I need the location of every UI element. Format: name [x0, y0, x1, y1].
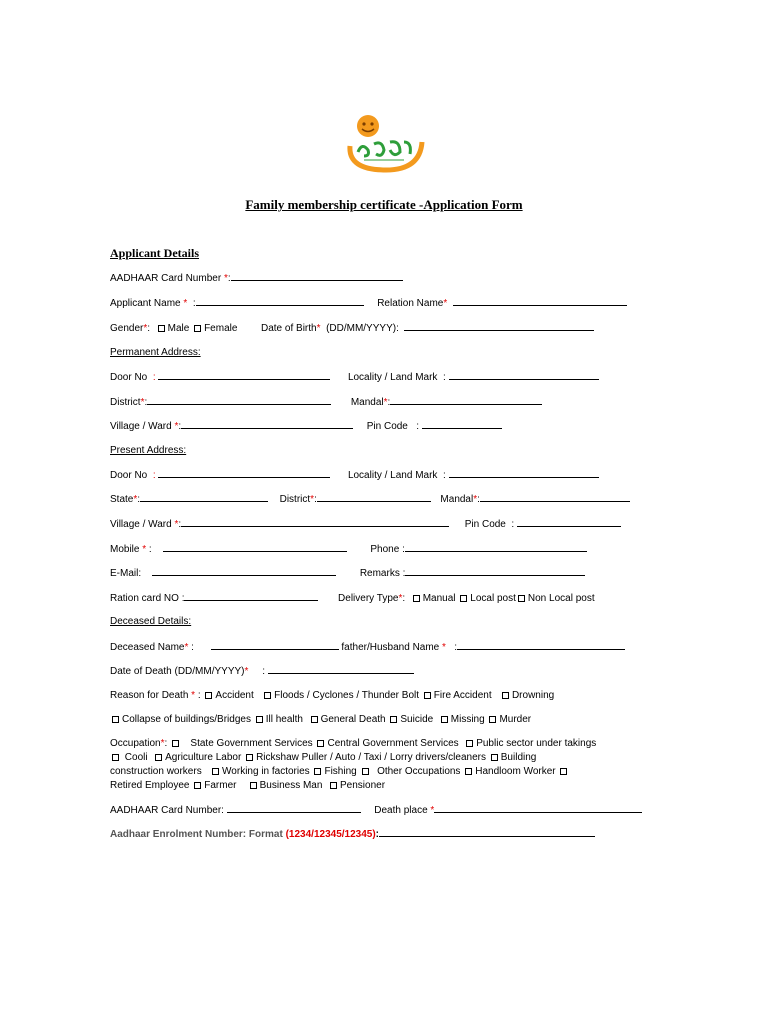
pres-village-field[interactable]: [181, 517, 449, 527]
occupation-checkbox[interactable]: [466, 740, 473, 747]
perm-locality-field[interactable]: [449, 370, 599, 380]
occupation-option: Retired Employee: [110, 780, 190, 791]
date-of-death-field[interactable]: [268, 664, 414, 674]
delivery-type-label: Delivery Type: [338, 593, 399, 604]
applicant-name-field[interactable]: [196, 296, 364, 306]
gender-label: Gender: [110, 323, 144, 334]
deceased-name-label: Deceased Name: [110, 642, 185, 653]
pres-locality-field[interactable]: [449, 468, 599, 478]
ration-card-label: Ration card NO :: [110, 593, 185, 604]
aadhaar-enrolment-row: Aadhaar Enrolment Number: Format (1234/12345/12345):: [110, 827, 595, 841]
missing-checkbox[interactable]: [441, 716, 448, 723]
email-field[interactable]: [152, 566, 336, 576]
occupation-checkbox[interactable]: [362, 768, 369, 775]
deceased-name-row: Deceased Name* : father/Husband Name * :: [110, 640, 625, 654]
occupation-row-4: [110, 779, 385, 792]
permanent-address-heading: Permanent Address:: [110, 347, 201, 358]
occupation-checkbox[interactable]: [246, 754, 253, 761]
death-place-label: Death place: [374, 805, 428, 816]
male-label: Male: [167, 323, 190, 334]
relation-name-label: Relation Name: [377, 298, 444, 309]
fire-accident-checkbox[interactable]: [424, 692, 431, 699]
pres-state-row: State*: District*: Mandal*:: [110, 492, 630, 506]
email-row: [110, 566, 585, 580]
occupation-option: Other Occupations: [377, 766, 461, 777]
male-checkbox[interactable]: [158, 325, 165, 332]
reason-row-1: Reason for Death * : Accident Floods / Cyclones / Thunder Bolt Fire Accident Drowning: [110, 690, 555, 701]
pres-door-row: Door No : Locality / Land Mark :: [110, 468, 599, 482]
perm-district-row: District*: Mandal*:: [110, 395, 542, 409]
pres-mandal-field[interactable]: [480, 492, 630, 502]
perm-door-row: Door No : Locality / Land Mark :: [110, 370, 599, 384]
perm-door-no-field[interactable]: [158, 370, 330, 380]
present-address-heading: Present Address:: [110, 445, 187, 456]
general-death-checkbox[interactable]: [311, 716, 318, 723]
mobile-row: Mobile * : Phone :: [110, 542, 587, 556]
pres-district-field[interactable]: [317, 492, 431, 502]
non-local-post-label: Non Local post: [527, 593, 595, 604]
deceased-name-field[interactable]: [211, 640, 339, 650]
date-of-death-label: Date of Death (DD/MM/YYYY): [110, 666, 245, 677]
locality-label: Locality / Land Mark: [347, 470, 438, 481]
reason-option: General Death: [320, 714, 386, 725]
district-label: District: [279, 494, 311, 505]
occupation-option: Building: [500, 752, 537, 763]
occupation-checkbox[interactable]: [317, 740, 324, 747]
aadhaar-label: AADHAAR Card Number: [110, 273, 222, 284]
occupation-checkbox[interactable]: [465, 768, 472, 775]
ration-card-field[interactable]: [184, 591, 318, 601]
date-of-death-row: Date of Death (DD/MM/YYYY)* :: [110, 664, 414, 678]
non-local-post-checkbox[interactable]: [518, 595, 525, 602]
aadhaar-row: AADHAAR Card Number *:: [110, 271, 403, 285]
perm-pin-code-field[interactable]: [422, 419, 502, 429]
door-no-label: Door No: [110, 372, 148, 383]
father-husband-label: father/Husband Name: [341, 642, 440, 653]
dob-format: (DD/MM/YYYY):: [326, 323, 399, 334]
reason-option: Drowning: [511, 690, 555, 701]
mobile-field[interactable]: [163, 542, 347, 552]
ill-health-checkbox[interactable]: [256, 716, 263, 723]
occupation-option: Agriculture Labor: [165, 752, 242, 763]
reason-option: Suicide: [400, 714, 434, 725]
phone-field[interactable]: [405, 542, 587, 552]
occupation-option: construction workers: [110, 766, 202, 777]
occupation-checkbox[interactable]: [172, 740, 179, 747]
occupation-option: Business Man: [259, 780, 323, 791]
reason-row-2: [110, 713, 531, 726]
remarks-label: Remarks :: [359, 568, 406, 579]
applicant-name-label: Applicant Name: [110, 298, 181, 309]
remarks-field[interactable]: [405, 566, 585, 576]
occupation-label: Occupation: [110, 738, 161, 749]
relation-name-field[interactable]: [453, 296, 627, 306]
reason-label: Reason for Death: [110, 690, 189, 701]
perm-district-field[interactable]: [147, 395, 331, 405]
deceased-aadhaar-label: AADHAAR Card Number:: [110, 805, 224, 816]
occupation-row-1: Occupation*: State Government Services Central Government Services Public sector under takings: [110, 738, 597, 749]
ration-row: Ration card NO : Delivery Type*: Manual Local post Non Local post: [110, 593, 595, 604]
village-ward-label: Village / Ward: [110, 421, 172, 432]
perm-village-field[interactable]: [181, 419, 353, 429]
occupation-option: Handloom Worker: [475, 766, 556, 777]
local-post-checkbox[interactable]: [460, 595, 467, 602]
local-post-label: Local post: [470, 593, 516, 604]
pin-code-label: Pin Code: [464, 519, 506, 530]
deceased-aadhaar-field[interactable]: [227, 803, 361, 813]
reason-option: Murder: [499, 714, 532, 725]
aadhaar-enrolment-field[interactable]: [379, 827, 595, 837]
occupation-checkbox[interactable]: [314, 768, 321, 775]
occupation-option: Farmer: [204, 780, 237, 791]
occupation-option: Cooli: [124, 752, 148, 763]
pres-pin-code-field[interactable]: [517, 517, 621, 527]
perm-village-row: Village / Ward *: Pin Code :: [110, 419, 502, 433]
female-label: Female: [204, 323, 238, 334]
female-checkbox[interactable]: [194, 325, 201, 332]
aadhaar-format: (1234/12345/12345): [285, 829, 376, 840]
father-husband-field[interactable]: [457, 640, 625, 650]
murder-checkbox[interactable]: [489, 716, 496, 723]
state-label: State: [110, 494, 134, 505]
occupation-option: State Government Services: [190, 738, 313, 749]
occupation-row-3: [110, 765, 570, 778]
occupation-option: Pensioner: [340, 780, 386, 791]
dob-label: Date of Birth: [261, 323, 317, 334]
occupation-checkbox[interactable]: [194, 782, 201, 789]
reason-option: Fire Accident: [433, 690, 492, 701]
mee-seva-logo: [340, 112, 430, 178]
reason-option: Accident: [215, 690, 254, 701]
locality-label: Locality / Land Mark: [347, 372, 438, 383]
aadhaar-field[interactable]: [231, 271, 403, 281]
reason-option: Missing: [450, 714, 485, 725]
occupation-checkbox[interactable]: [155, 754, 162, 761]
district-label: District: [110, 397, 141, 408]
collapse-checkbox[interactable]: [112, 716, 119, 723]
manual-label: Manual: [422, 593, 456, 604]
manual-checkbox[interactable]: [413, 595, 420, 602]
door-no-label: Door No: [110, 470, 148, 481]
applicant-name-row: Applicant Name * : Relation Name*: [110, 296, 627, 310]
occupation-checkbox[interactable]: [112, 754, 119, 761]
occupation-checkbox[interactable]: [491, 754, 498, 761]
occupation-option: Central Government Services: [327, 738, 459, 749]
occupation-checkbox[interactable]: [330, 782, 337, 789]
occupation-checkbox[interactable]: [250, 782, 257, 789]
occupation-row-2: [110, 751, 536, 764]
reason-option: Ill health: [265, 714, 303, 725]
occupation-option: Rickshaw Puller / Auto / Taxi / Lorry drivers/cleaners: [256, 752, 486, 763]
pres-door-no-field[interactable]: [158, 468, 330, 478]
dob-field[interactable]: [404, 321, 594, 331]
accident-checkbox[interactable]: [205, 692, 212, 699]
floods-checkbox[interactable]: [264, 692, 271, 699]
mandal-label: Mandal: [440, 494, 474, 505]
occupation-checkbox[interactable]: [212, 768, 219, 775]
pres-state-field[interactable]: [140, 492, 268, 502]
section-applicant-details: Applicant Details: [110, 246, 200, 260]
pin-code-label: Pin Code: [366, 421, 408, 432]
suicide-checkbox[interactable]: [390, 716, 397, 723]
occupation-option: Public sector under takings: [476, 738, 597, 749]
mandal-label: Mandal: [350, 397, 384, 408]
drowning-checkbox[interactable]: [502, 692, 509, 699]
deceased-aadhaar-row: AADHAAR Card Number: Death place *: [110, 803, 642, 817]
village-ward-label: Village / Ward: [110, 519, 172, 530]
reason-option: Floods / Cyclones / Thunder Bolt: [274, 690, 420, 701]
aadhaar-enrolment-label: Aadhaar Enrolment Number: Format: [110, 829, 283, 840]
death-place-field[interactable]: [434, 803, 642, 813]
gender-row: Gender*: Male Female Date of Birth* (DD/MM/YYYY):: [110, 321, 594, 335]
reason-option: Collapse of buildings/Bridges: [122, 714, 251, 725]
occupation-option: Working in factories: [222, 766, 310, 777]
form-title: Family membership certificate -Application Form: [245, 197, 523, 212]
occupation-checkbox[interactable]: [560, 768, 567, 775]
perm-mandal-field[interactable]: [390, 395, 542, 405]
occupation-option: Fishing: [324, 766, 357, 777]
mobile-label: Mobile: [110, 544, 140, 555]
deceased-details-heading: Deceased Details:: [110, 616, 192, 627]
email-label: E-Mail:: [110, 568, 142, 579]
pres-village-row: Village / Ward *: Pin Code :: [110, 517, 621, 531]
phone-label: Phone :: [370, 544, 405, 555]
